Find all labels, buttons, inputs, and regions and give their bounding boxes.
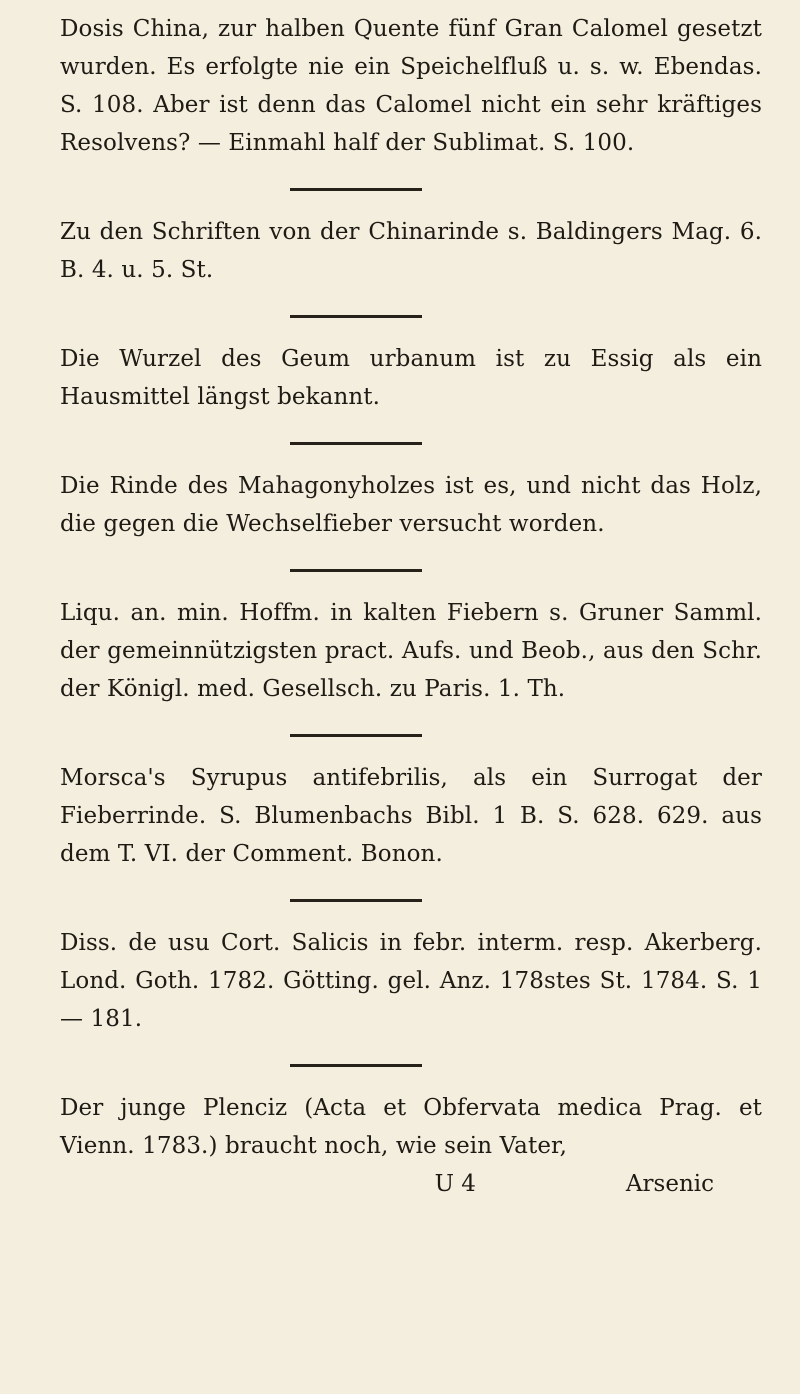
divider bbox=[290, 442, 422, 445]
divider bbox=[290, 899, 422, 902]
paragraph-5: Liqu. an. min. Hoffm. in kalten Fiebern s. Gruner Samml. der gemeinnützigsten pract. Aufs. und Beob., aus den Schr. der Königl. med. Gesellsch. zu Paris. 1. Th. bbox=[60, 600, 762, 702]
paragraph-3: Die Wurzel des Geum urbanum ist zu Essig als ein Hausmittel längst bekannt. bbox=[60, 346, 762, 410]
divider bbox=[290, 315, 422, 318]
page-footer bbox=[60, 1165, 762, 1203]
divider bbox=[290, 569, 422, 572]
signature-mark: U 4 bbox=[434, 1171, 476, 1197]
divider bbox=[290, 188, 422, 191]
catchword: Arsenic bbox=[625, 1171, 714, 1197]
divider bbox=[290, 1064, 422, 1067]
paragraph-6: Morsca's Syrupus antifebrilis, als ein Surrogat der Fieberrinde. S. Blumenbachs Bibl. 1 B. S. 628. 629. aus dem T. VI. der Comment. Bonon. bbox=[60, 765, 762, 867]
paragraph-8: Der junge Plenciz (Acta et Obfervata medica Prag. et Vienn. 1783.) braucht noch, wie sein Vater, bbox=[60, 1095, 762, 1159]
paragraph-4: Die Rinde des Mahagonyholzes ist es, und nicht das Holz, die gegen die Wechselfieber versucht worden. bbox=[60, 473, 762, 537]
paragraph-7: Diss. de usu Cort. Salicis in febr. interm. resp. Akerberg. Lond. Goth. 1782. Götting. gel. Anz. 178stes St. 1784. S. 1 — 181. bbox=[60, 930, 762, 1032]
paragraph-2: Zu den Schriften von der Chinarinde s. Baldingers Mag. 6. B. 4. u. 5. St. bbox=[60, 219, 762, 283]
paragraph-1: Dosis China, zur halben Quente fünf Gran Calomel gesetzt wurden. Es erfolgte nie ein Speichelfluß u. s. w. Ebendas. S. 108. Aber ist denn das Calomel nicht ein sehr kräftiges Resolvens? — Einmahl half der Sublimat. S. 100. bbox=[60, 16, 762, 156]
divider bbox=[290, 734, 422, 737]
